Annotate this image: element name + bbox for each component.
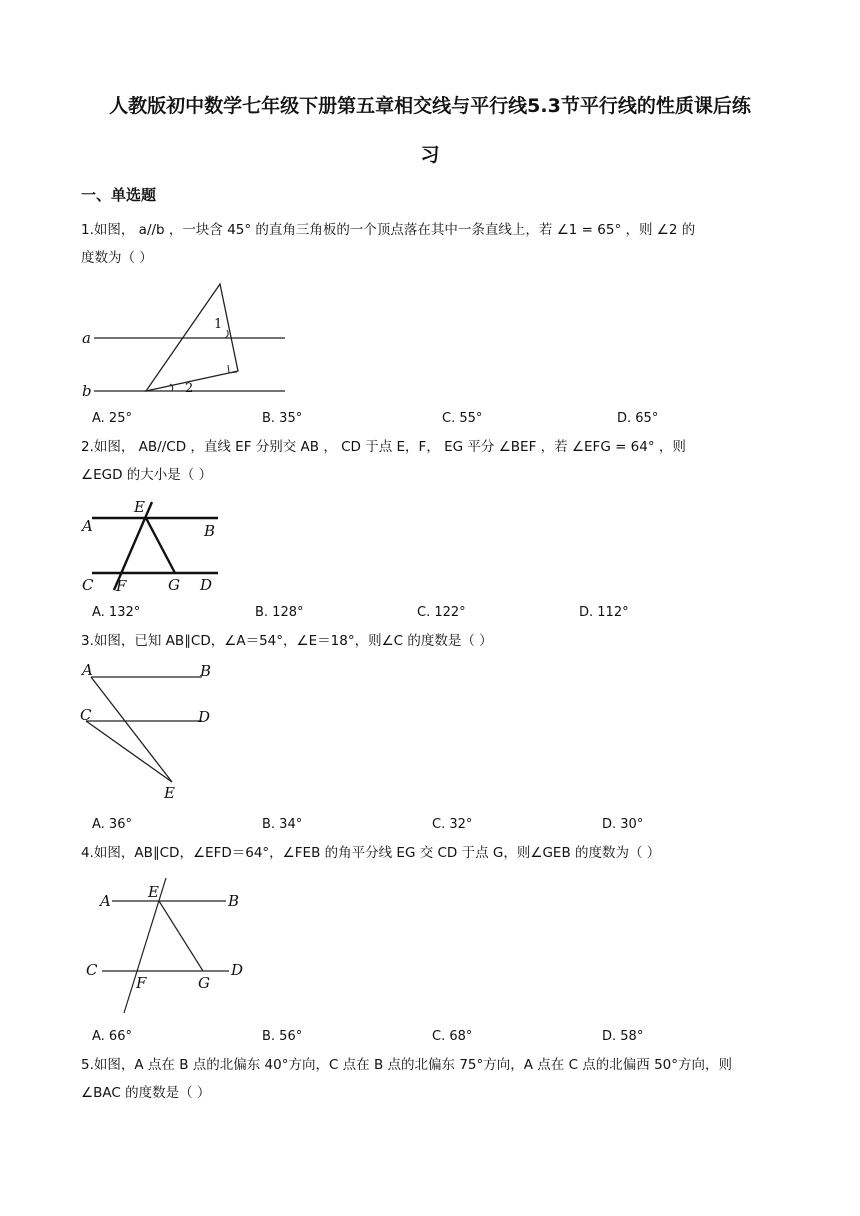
question-2-options [92, 605, 772, 625]
option-c[interactable]: C. 122° [417, 605, 466, 620]
label-b: b [82, 382, 92, 400]
label-B: B [228, 892, 240, 910]
question-3 [81, 627, 781, 655]
question-1-options [92, 411, 772, 431]
question-5-line-1: 5.如图，A 点在 B 点的北偏东 40°方向，C 点在 B 点的北偏东 75°方向，A 点在 C 点的北偏西 50°方向，则 [81, 1057, 733, 1073]
question-1-line-1: 1.如图， a//b ，一块含 45° 的直角三角板的一个顶点落在其中一条直线上，若 ∠1 = 65° ，则 ∠2 的 [81, 222, 696, 238]
question-1-figure [80, 280, 300, 400]
option-a[interactable]: A. 36° [92, 817, 132, 832]
question-2-line-2: ∠EGD 的大小是（ ） [81, 467, 213, 483]
question-4-options [92, 1029, 772, 1049]
option-d[interactable]: D. 30° [602, 817, 644, 832]
label-D: D [198, 708, 211, 726]
label-2: 2 [185, 381, 194, 396]
option-b[interactable]: B. 56° [262, 1029, 303, 1044]
label-A: A [100, 892, 111, 910]
option-c[interactable]: C. 55° [442, 411, 483, 426]
label-a: a [82, 329, 91, 347]
option-a[interactable]: A. 66° [92, 1029, 132, 1044]
label-E: E [164, 784, 175, 802]
label-1: 1 [214, 317, 223, 332]
label-C: C [82, 576, 94, 594]
title-line-2: 习 [420, 144, 440, 166]
line-ef [124, 878, 166, 1013]
line-ce [86, 721, 172, 782]
option-a[interactable]: A. 132° [92, 605, 141, 620]
label-A: A [82, 517, 93, 535]
option-d[interactable]: D. 65° [617, 411, 659, 426]
line-eg [146, 518, 175, 573]
option-b[interactable]: B. 35° [262, 411, 303, 426]
question-5-line-2: ∠BAC 的度数是（ ） [81, 1085, 211, 1101]
option-b[interactable]: B. 128° [255, 605, 304, 620]
title-line-1: 人教版初中数学七年级下册第五章相交线与平行线5.3节平行线的性质课后练 [109, 95, 751, 117]
question-4-figure [84, 876, 254, 1016]
question-5 [81, 1051, 781, 1107]
label-G: G [168, 576, 180, 594]
question-1 [81, 216, 781, 272]
question-2-line-1: 2.如图， AB//CD ，直线 EF 分别交 AB ， CD 于点 E，F， EG 平分 ∠BEF ，若 ∠EFG = 64° ，则 [81, 439, 686, 455]
option-c[interactable]: C. 32° [432, 817, 473, 832]
label-B: B [204, 522, 216, 540]
question-3-line-1: 3.如图，已知 AB∥CD，∠A＝54°，∠E＝18°，则∠C 的度数是（ ） [81, 633, 493, 649]
label-E: E [134, 498, 145, 516]
question-4 [81, 839, 781, 867]
label-F: F [136, 974, 147, 992]
option-b[interactable]: B. 34° [262, 817, 303, 832]
angle-1-arc [225, 330, 228, 338]
question-2-figure [80, 496, 230, 596]
option-d[interactable]: D. 112° [579, 605, 629, 620]
question-3-figure [80, 660, 230, 805]
option-d[interactable]: D. 58° [602, 1029, 644, 1044]
label-C: C [80, 706, 92, 724]
line-ae [91, 677, 172, 782]
label-C: C [86, 961, 98, 979]
question-1-line-2: 度数为（ ） [81, 250, 153, 266]
question-3-options [92, 817, 772, 837]
section-heading: 一、单选题 [81, 186, 157, 204]
question-4-line-1: 4.如图，AB∥CD，∠EFD＝64°，∠FEB 的角平分线 EG 交 CD 于点 G，则∠GEB 的度数为（ ） [81, 845, 661, 861]
line-eg [159, 901, 203, 971]
label-G: G [198, 974, 210, 992]
label-E: E [148, 883, 159, 901]
page-title [60, 82, 800, 180]
option-c[interactable]: C. 68° [432, 1029, 473, 1044]
option-a[interactable]: A. 25° [92, 411, 132, 426]
label-D: D [231, 961, 244, 979]
label-B: B [200, 662, 212, 680]
label-D: D [200, 576, 213, 594]
label-F: F [116, 577, 127, 595]
label-A: A [82, 661, 93, 679]
question-2 [81, 433, 781, 489]
